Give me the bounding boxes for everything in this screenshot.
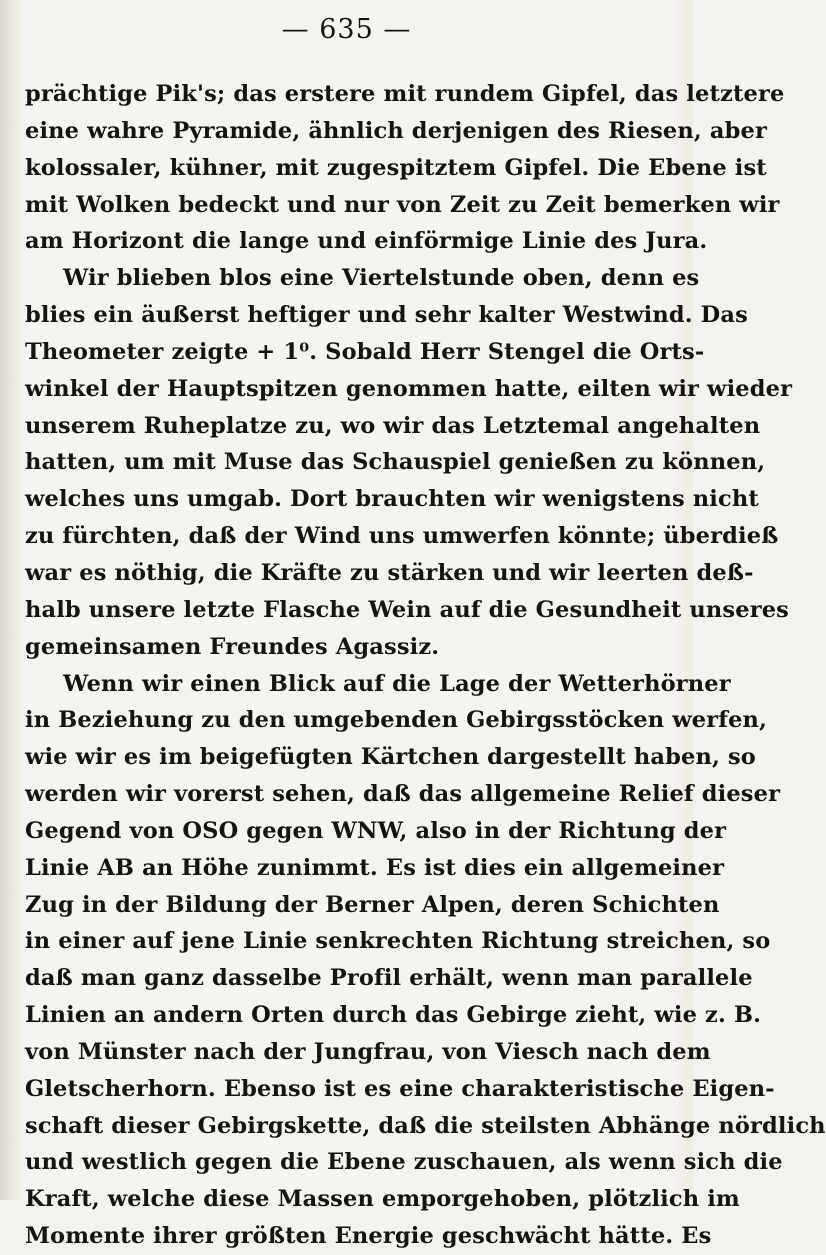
text-line: daß man ganz dasselbe Profil erhält, wenn man parallele xyxy=(25,965,753,992)
text-line: schaft dieser Gebirgskette, daß die steilsten Abhänge nördlich xyxy=(25,1112,826,1139)
text-line: eine wahre Pyramide, ähnlich derjenigen des Riesen, aber xyxy=(25,117,767,144)
text-line: halb unsere letzte Flasche Wein auf die Gesundheit unseres xyxy=(25,596,789,623)
text-line: Momente ihrer größten Energie geschwächt hätte. Es xyxy=(25,1223,712,1250)
text-line: winkel der Hauptspitzen genommen hatte, eilten wir wieder xyxy=(25,375,793,402)
text-line: Wir blieben blos eine Viertelstunde oben, denn es xyxy=(63,265,700,292)
text-line: von Münster nach der Jungfrau, von Viesch nach dem xyxy=(25,1038,711,1065)
text-line: Gegend von OSO gegen WNW, also in der Richtung der xyxy=(25,817,727,844)
text-line: Gletscherhorn. Ebenso ist es eine charakteristische Eigen- xyxy=(25,1075,775,1102)
text-line: in einer auf jene Linie senkrechten Richtung streichen, so xyxy=(25,928,771,955)
text-line: zu fürchten, daß der Wind uns umwerfen könnte; überdieß xyxy=(25,523,779,550)
text-line: gemeinsamen Freundes Agassiz. xyxy=(25,633,440,660)
text-line: Theometer zeigte + 1⁰. Sobald Herr Stengel die Orts- xyxy=(25,338,705,365)
text-line: unserem Ruheplatze zu, wo wir das Letztemal angehalten xyxy=(25,412,761,439)
text-line: prächtige Pik's; das erstere mit rundem Gipfel, das letztere xyxy=(25,81,785,107)
text-line: Linie AB an Höhe zunimmt. Es ist dies ein allgemeiner xyxy=(25,854,725,881)
text-line: in Beziehung zu den umgebenden Gebirgsstöcken werfen, xyxy=(25,707,768,734)
page-number: — 635 — xyxy=(281,14,412,45)
text-line: mit Wolken bedeckt und nur von Zeit zu Zeit bemerken wir xyxy=(25,191,780,218)
text-line: am Horizont die lange und einförmige Linie des Jura. xyxy=(25,228,708,255)
text-line: wie wir es im beigefügten Kärtchen dargestellt haben, so xyxy=(25,744,756,771)
text-line: Kraft, welche diese Massen emporgehoben, plötzlich im xyxy=(25,1186,740,1213)
text-line: kolossaler, kühner, mit zugespitztem Gipfel. Die Ebene ist xyxy=(25,154,767,181)
text-line: blies ein äußerst heftiger und sehr kalter Westwind. Das xyxy=(25,302,748,329)
body-text xyxy=(25,76,826,1255)
text-line: hatten, um mit Muse das Schauspiel genießen zu können, xyxy=(25,449,766,476)
text-line: und westlich gegen die Ebene zuschauen, als wenn sich die xyxy=(25,1149,783,1176)
text-line: werden wir vorerst sehen, daß das allgemeine Relief dieser xyxy=(25,781,781,808)
text-line: war es nöthig, die Kräfte zu stärken und wir leerten deß- xyxy=(25,559,754,586)
text-line: Wenn wir einen Blick auf die Lage der Wetterhörner xyxy=(63,670,731,697)
text-line: welches uns umgab. Dort brauchten wir wenigstens nicht xyxy=(25,486,759,513)
text-line: Zug in der Bildung der Berner Alpen, deren Schichten xyxy=(25,891,720,918)
text-line: Linien an andern Orten durch das Gebirge zieht, wie z. B. xyxy=(25,1002,762,1029)
